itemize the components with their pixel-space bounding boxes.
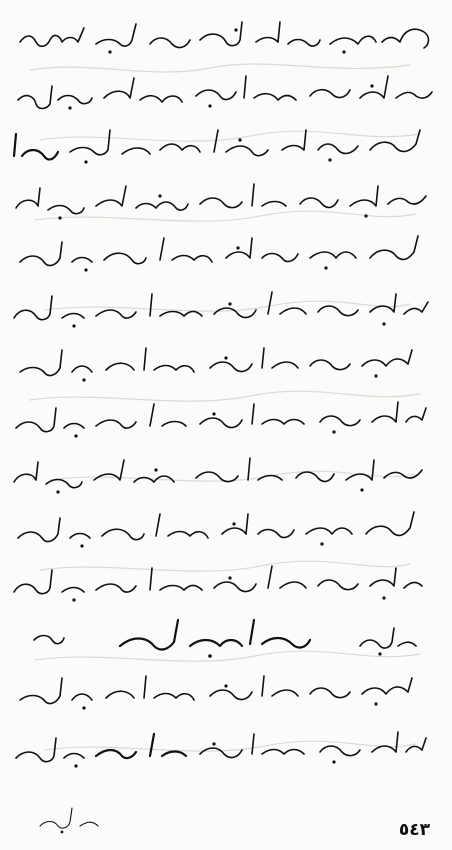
manuscript-line-5 — [20, 236, 418, 272]
manuscript-line-2 — [18, 76, 432, 110]
page-number: ٥٤٣ — [398, 820, 430, 840]
manuscript-line-13 — [20, 676, 412, 710]
manuscript-line-11 — [14, 566, 422, 602]
manuscript-line-10 — [18, 512, 414, 548]
manuscript-line-1 — [20, 22, 429, 54]
manuscript-line-7 — [20, 348, 412, 382]
manuscript-line-8 — [16, 402, 426, 438]
manuscript-line-4 — [16, 184, 426, 220]
manuscript-line-14 — [16, 732, 426, 768]
manuscript-line-6 — [14, 292, 428, 328]
manuscript-catchword — [40, 808, 98, 833]
manuscript-line-12-heading — [34, 620, 416, 658]
manuscript-line-9 — [14, 458, 422, 494]
manuscript-line-3 — [14, 130, 420, 164]
